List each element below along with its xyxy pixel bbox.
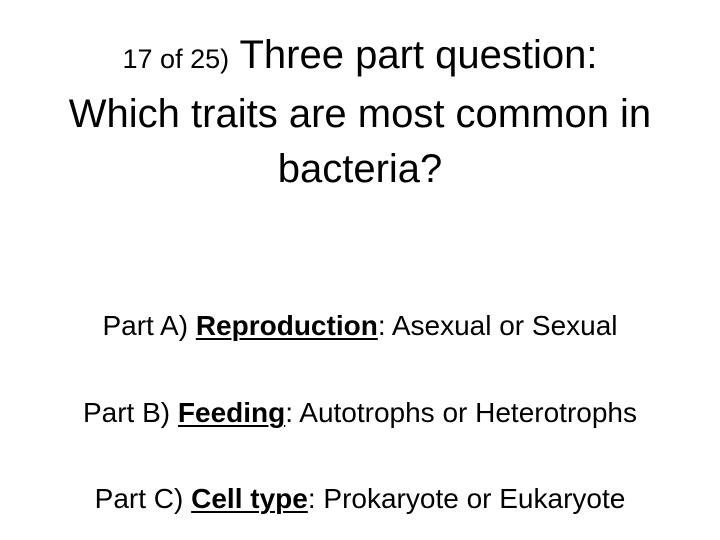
part-a-prefix: Part A) [102, 310, 196, 341]
part-c-term: Cell type [191, 483, 308, 514]
part-b-options: : Autotrophs or Heterotrophs [285, 397, 637, 428]
title-line-1: Three part question: [239, 33, 598, 77]
part-a-line [10, 308, 710, 344]
title-line-3: bacteria? [277, 147, 443, 191]
part-a-term: Reproduction [195, 310, 378, 341]
slide-title [10, 28, 710, 197]
part-b-prefix: Part B) [82, 397, 178, 428]
part-c-line [10, 481, 710, 517]
part-b-line [10, 395, 710, 431]
part-c-prefix: Part C) [94, 483, 192, 514]
part-c-options: : Prokaryote or Eukaryote [307, 483, 626, 514]
part-a-options: : Asexual or Sexual [377, 310, 618, 341]
title-line-2: Which traits are most common in [68, 92, 652, 136]
question-counter: 17 of 25) [122, 44, 230, 74]
part-b-term: Feeding [177, 397, 286, 428]
